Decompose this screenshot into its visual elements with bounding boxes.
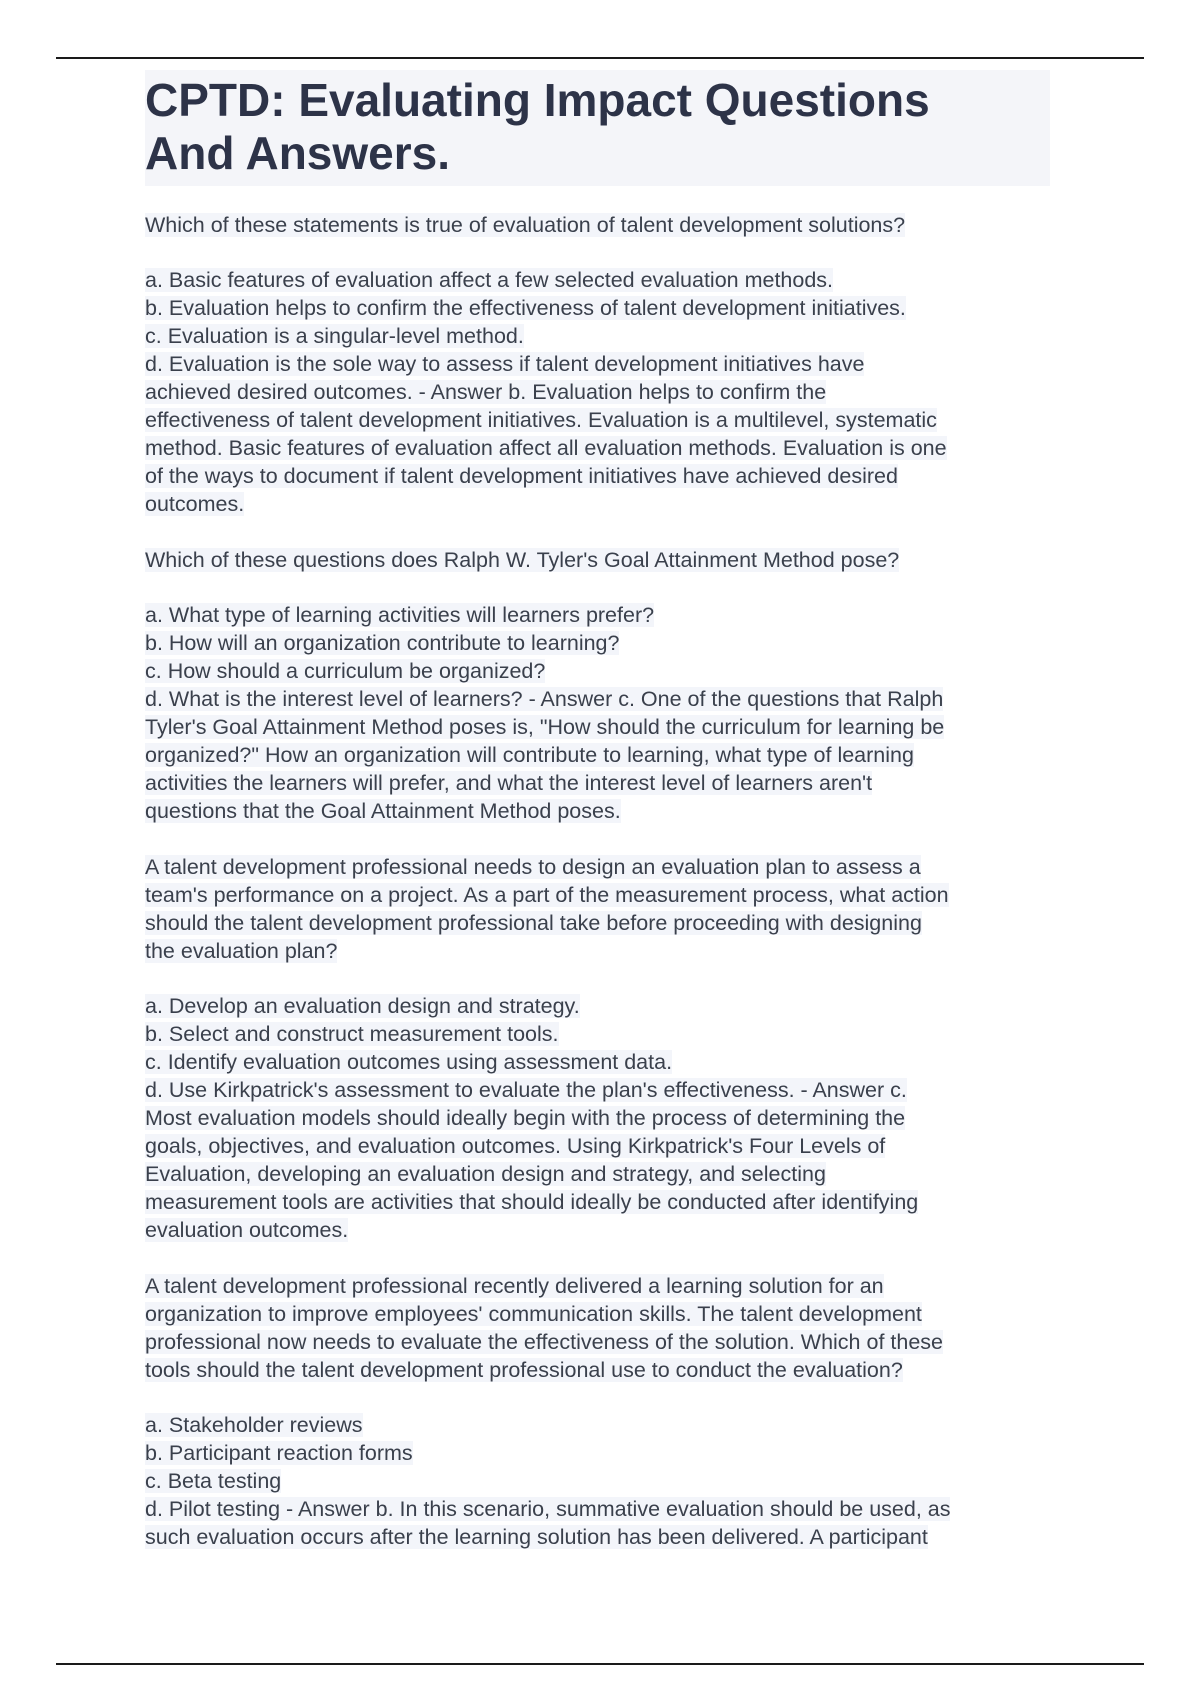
answer-line-text: such evaluation occurs after the learning solution has been delivered. A participant [145,1525,928,1549]
answer-line [145,350,1050,378]
answer-line-text: b. How will an organization contribute to learning? [145,631,620,655]
answer-line-text: a. Stakeholder reviews [145,1413,363,1437]
answer-line-text: achieved desired outcomes. - Answer b. Evaluation helps to confirm the [145,380,827,404]
answer-line-text: a. What type of learning activities will learners prefer? [145,603,655,627]
top-divider [56,57,1144,59]
answer-line [145,322,1050,350]
answer-text [145,266,1050,518]
answer-line [145,601,1050,629]
question-line [145,211,1050,239]
question-line [145,1300,1050,1328]
question-line-text: organization to improve employees' communication skills. The talent development [145,1302,922,1326]
answer-line-text: Most evaluation models should ideally begin with the process of determining the [145,1106,906,1130]
answer-line-text: c. Identify evaluation outcomes using assessment data. [145,1050,673,1074]
answer-text [145,601,1050,825]
answer-line [145,657,1050,685]
answer-line [145,462,1050,490]
question-line-text: tools should the talent development professional use to conduct the evaluation? [145,1358,903,1382]
answer-line-text: questions that the Goal Attainment Method poses. [145,799,621,823]
answer-line-text: d. Pilot testing - Answer b. In this scenario, summative evaluation should be used, as [145,1497,951,1521]
answer-line [145,266,1050,294]
answer-line [145,1523,1050,1551]
answer-line-text: d. Use Kirkpatrick's assessment to evaluate the plan's effectiveness. - Answer c. [145,1078,907,1102]
question-line-text: should the talent development professional take before proceeding with designing [145,911,922,935]
answer-line [145,1467,1050,1495]
answer-line-text: b. Participant reaction forms [145,1441,413,1465]
question-line [145,1356,1050,1384]
answer-line-text: effectiveness of talent development initiatives. Evaluation is a multilevel, systematic [145,408,937,432]
answer-line [145,1495,1050,1523]
question-line-text: Which of these questions does Ralph W. Tyler's Goal Attainment Method pose? [145,548,900,572]
answer-line-text: d. What is the interest level of learners? - Answer c. One of the questions that Ralph [145,687,944,711]
answer-line-text: c. Evaluation is a singular-level method. [145,324,524,348]
answer-line [145,406,1050,434]
question-text [145,1272,1050,1384]
title-line-1: CPTD: Evaluating Impact Questions [145,74,930,126]
question-line [145,1328,1050,1356]
answer-line-text: Evaluation, developing an evaluation design and strategy, and selecting [145,1162,826,1186]
answer-line [145,1132,1050,1160]
answer-line [145,1216,1050,1244]
answer-line-text: c. Beta testing [145,1469,282,1493]
document-title [145,70,1050,186]
answer-text [145,992,1050,1244]
answer-line [145,434,1050,462]
answer-line-text: b. Evaluation helps to confirm the effectiveness of talent development initiatives. [145,296,906,320]
qa-item [145,853,1050,1244]
title-line-2: And Answers. [145,127,451,179]
question-text [145,853,1050,965]
question-line-text: team's performance on a project. As a part of the measurement process, what action [145,883,949,907]
answer-line [145,1020,1050,1048]
answer-line [145,378,1050,406]
answer-line [145,1188,1050,1216]
question-text [145,211,1050,239]
qa-item [145,546,1050,825]
question-line [145,853,1050,881]
question-line [145,909,1050,937]
question-line [145,881,1050,909]
qa-list [145,211,1050,1551]
question-line-text: the evaluation plan? [145,939,338,963]
qa-item [145,1272,1050,1551]
question-line-text: A talent development professional needs to design an evaluation plan to assess a [145,855,921,879]
answer-line [145,685,1050,713]
answer-line-text: a. Develop an evaluation design and strategy. [145,994,580,1018]
question-line [145,546,1050,574]
answer-line [145,1439,1050,1467]
answer-line-text: organized?" How an organization will contribute to learning, what type of learning [145,743,914,767]
answer-line-text: Tyler's Goal Attainment Method poses is, "How should the curriculum for learning be [145,715,945,739]
answer-line-text: method. Basic features of evaluation affect all evaluation methods. Evaluation is one [145,436,947,460]
answer-line [145,992,1050,1020]
answer-line [145,294,1050,322]
answer-line [145,629,1050,657]
bottom-divider [56,1663,1144,1665]
answer-line [145,1411,1050,1439]
question-line [145,937,1050,965]
answer-line [145,797,1050,825]
answer-line-text: b. Select and construct measurement tools. [145,1022,559,1046]
question-text [145,546,1050,574]
answer-line-text: goals, objectives, and evaluation outcomes. Using Kirkpatrick's Four Levels of [145,1134,886,1158]
question-line [145,1272,1050,1300]
question-line-text: professional now needs to evaluate the effectiveness of the solution. Which of these [145,1330,943,1354]
answer-line [145,713,1050,741]
answer-line [145,1076,1050,1104]
answer-line [145,1104,1050,1132]
answer-line [145,1048,1050,1076]
document-body [145,70,1050,1551]
answer-text [145,1411,1050,1551]
answer-line-text: c. How should a curriculum be organized? [145,659,546,683]
answer-line [145,741,1050,769]
answer-line-text: d. Evaluation is the sole way to assess if talent development initiatives have [145,352,865,376]
answer-line-text: a. Basic features of evaluation affect a few selected evaluation methods. [145,268,834,292]
answer-line-text: evaluation outcomes. [145,1218,349,1242]
qa-item [145,211,1050,518]
answer-line [145,1160,1050,1188]
answer-line [145,769,1050,797]
question-line-text: Which of these statements is true of evaluation of talent development solutions? [145,213,906,237]
question-line-text: A talent development professional recently delivered a learning solution for an [145,1274,884,1298]
answer-line-text: of the ways to document if talent development initiatives have achieved desired [145,464,898,488]
answer-line [145,490,1050,518]
answer-line-text: activities the learners will prefer, and what the interest level of learners aren't [145,771,873,795]
answer-line-text: measurement tools are activities that should ideally be conducted after identifying [145,1190,919,1214]
answer-line-text: outcomes. [145,492,245,516]
